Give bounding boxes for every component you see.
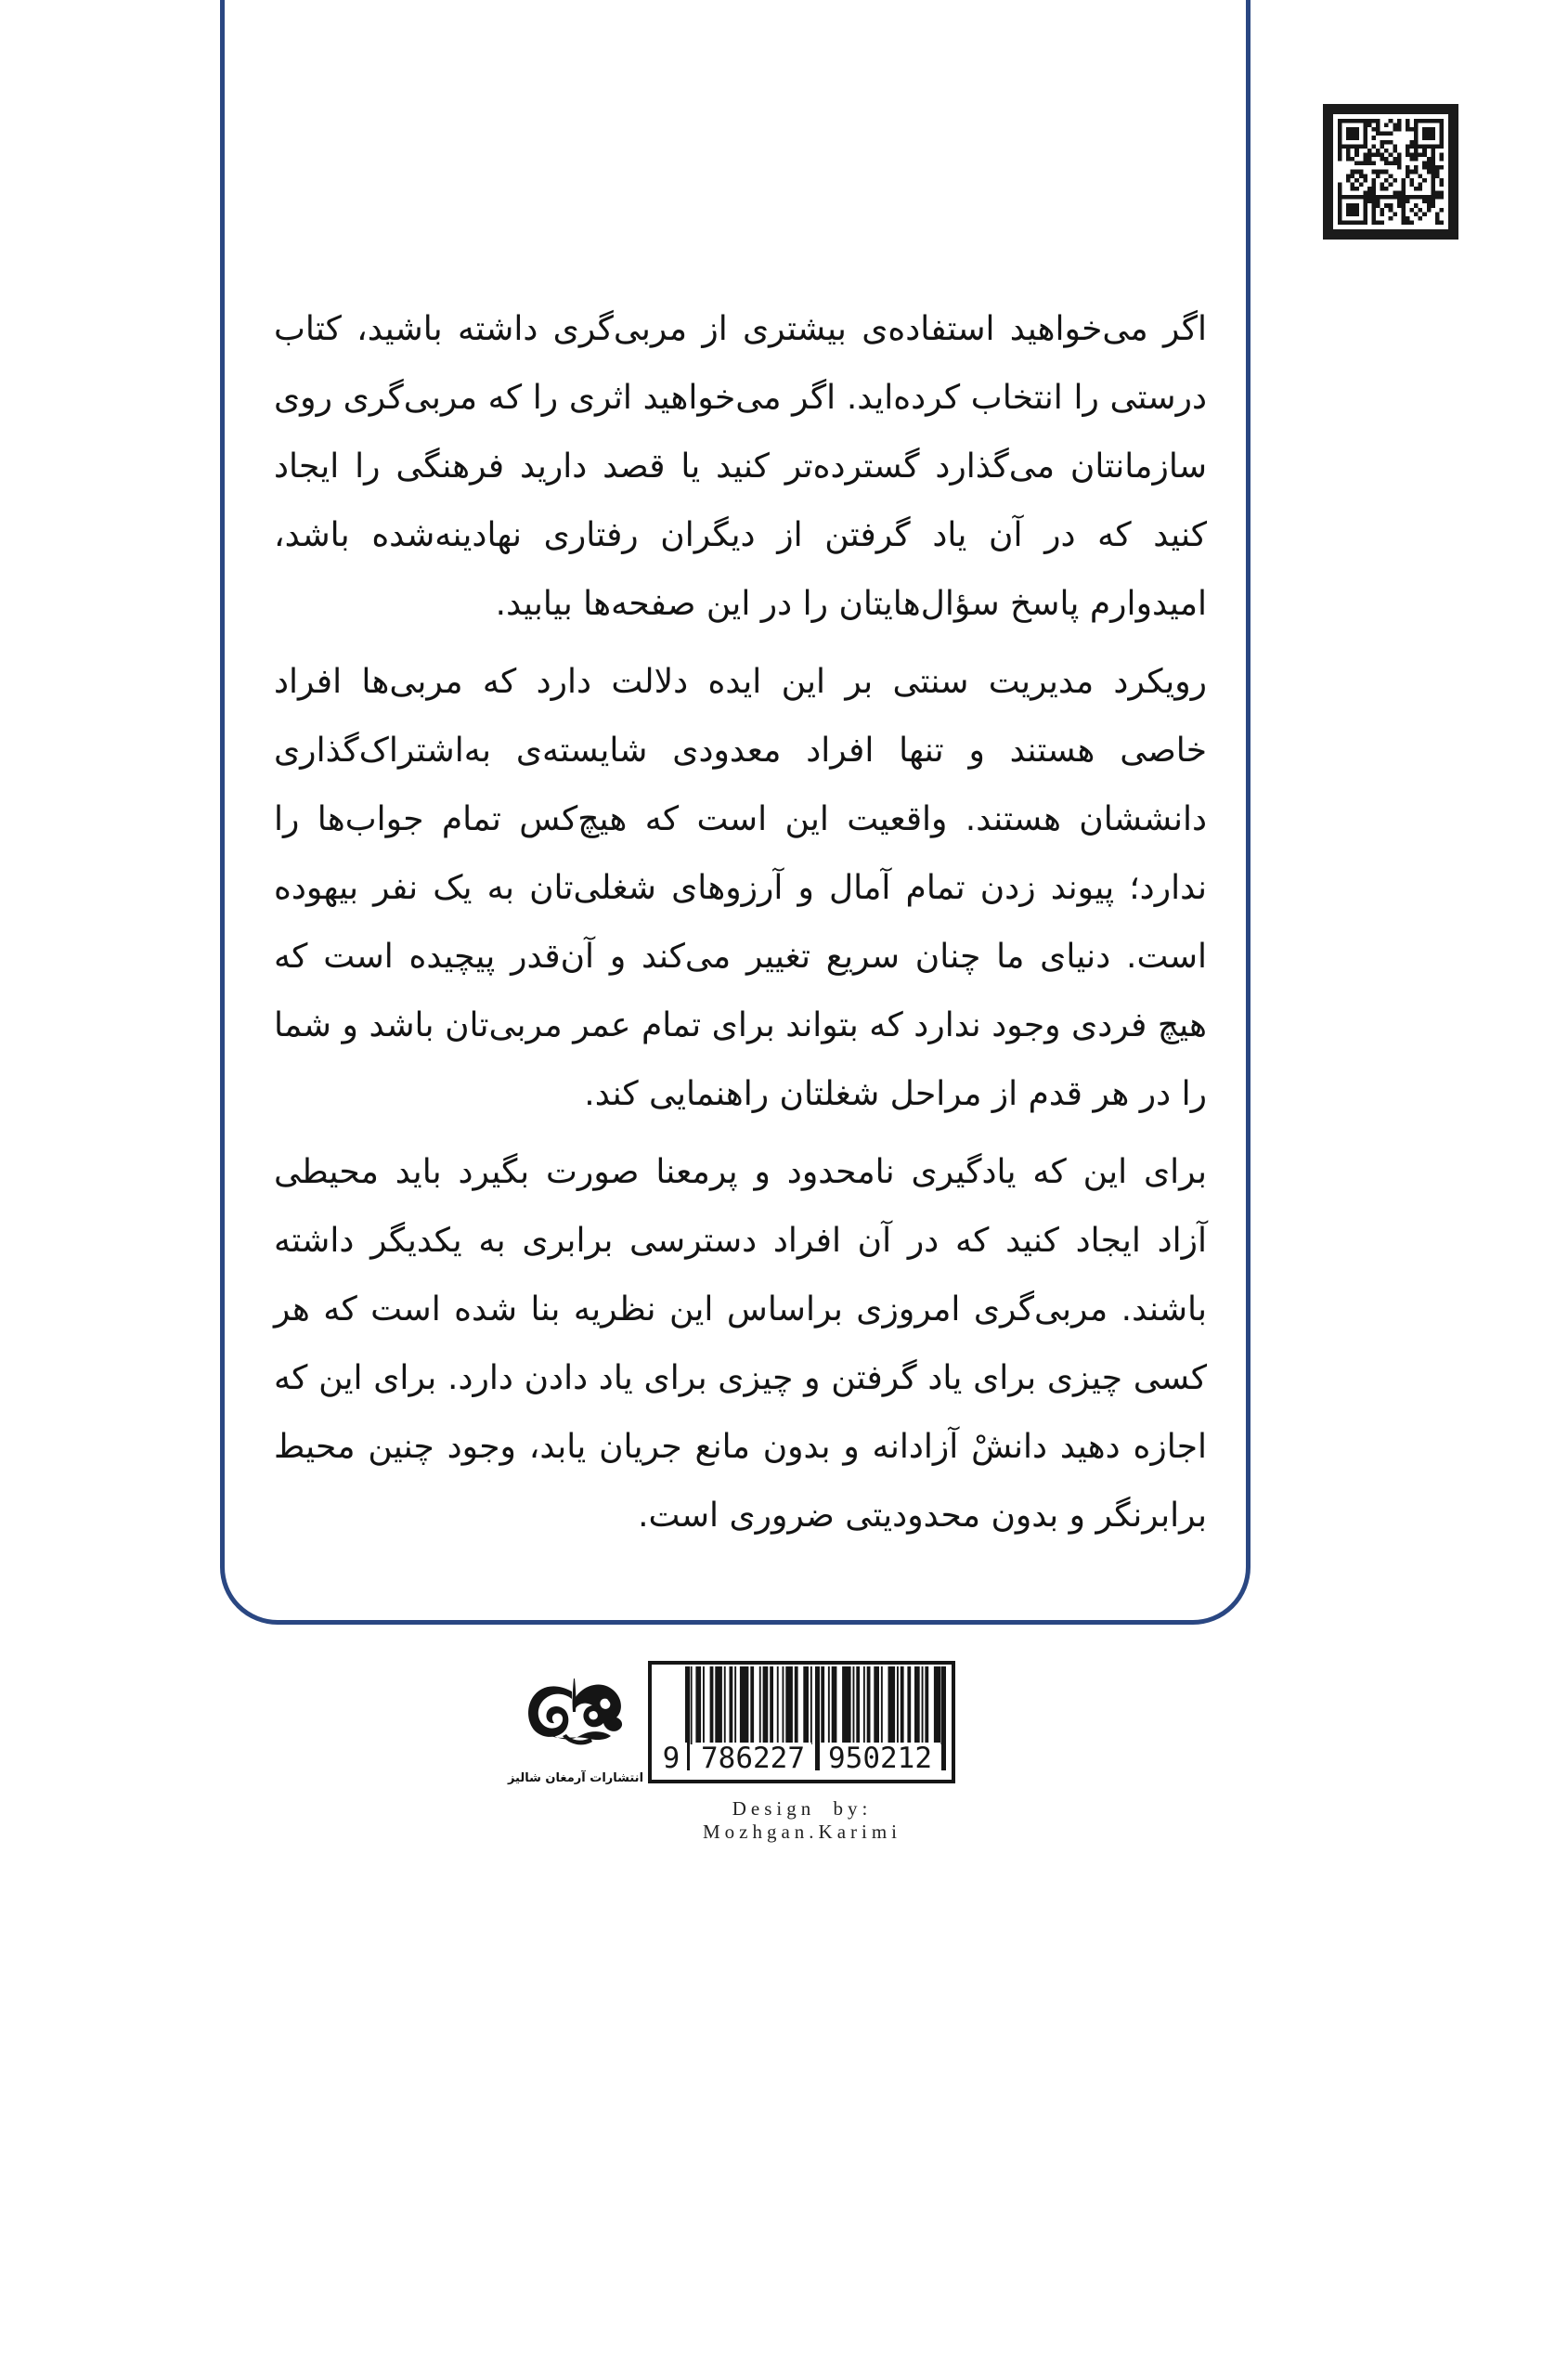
paragraph-3: برای این که یادگیری نامحدود و پرمعنا صورت بگیرد باید محیطی آزاد ایجاد کنید که در آن افراد دسترسی برابری به یکدیگر داشته باشند. مربی‌گری امروزی براساس این نظریه بنا شده است که هر کسی چیزی برای یاد گرفتن و چیزی برای یاد دادن دارد. برای این که اجازه دهید دانشْ آزادانه و بدون مانع جریان یابد، وجود چنین محیط برابرنگر و بدون محدودیتی ضروری است. [274,1153,1207,1535]
design-credit: Design by: Mozhgan.Karimi [702,1797,902,1843]
qr-code-icon [1338,119,1444,225]
paragraph-1: اگر می‌خواهید استفاده‌ی بیشتری از مربی‌گری داشته باشید، کتاب درستی را انتخاب کرده‌اید. اگر می‌خواهید اثری را که مربی‌گری روی سازمانتان می‌گذارد گسترده‌تر کنید یا قصد دارید فرهنگی را ایجاد کنید که در آن یاد گرفتن از دیگران رفتاری نهادینه‌شده باشد، امیدوارم پاسخ سؤال‌هایتان را در این صفحه‌ها بیابید. [274,310,1207,623]
publisher-name: انتشارات آرمغان شالیز [507,1771,644,1785]
barcode-guard-right [941,1666,946,1770]
paragraph-2: رویکرد مدیریت سنتی بر این ایده دلالت دارد که مربی‌ها افراد خاصی هستند و تنها افراد معدودی شایسته‌ی به‌اشتراک‌گذاری دانششان هستند. واقعیت این است که هیچ‌کس تمام جواب‌ها را ندارد؛ پیوند زدن تمام آمال و آرزوهای شغلی‌تان به یک نفر بیهوده است. دنیای ما چنان سریع تغییر می‌کند و آن‌قدر پیچیده است که هیچ فردی وجود ندارد که بتواند برای تمام عمر مربی‌تان باشد و شما را در هر قدم از مراحل شغلتان راهنمایی کند. [274,663,1207,1113]
isbn-digit-group-1: 786227 [694,1743,811,1776]
back-cover-text [274,295,1207,1560]
isbn-digit-group-2: 950212 [820,1743,940,1776]
publisher-logo-icon [518,1671,633,1769]
isbn-barcode [648,1661,955,1783]
publisher-block [501,1671,650,1786]
isbn-digit-leading: 9 [655,1743,687,1776]
qr-code [1323,104,1458,240]
